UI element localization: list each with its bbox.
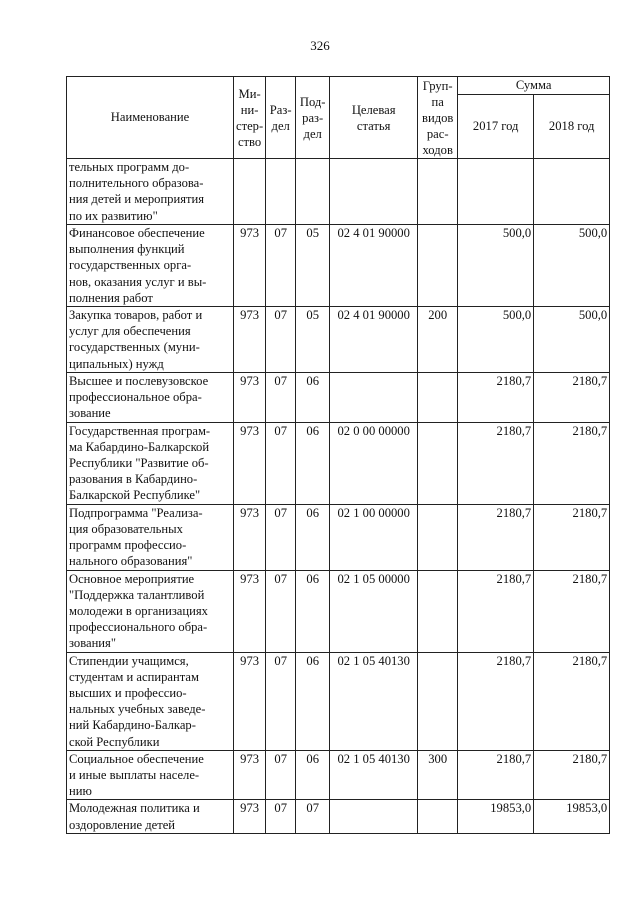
cell-ministry: 973	[234, 373, 266, 423]
table-row	[67, 652, 610, 750]
cell-subsection: 06	[296, 652, 330, 750]
cell-target: 02 0 00 00000	[330, 422, 418, 504]
header-year-2017: 2017 год	[458, 95, 534, 159]
header-expense-group: Груп- па видов рас- ходов	[418, 77, 458, 159]
header-year-2018: 2018 год	[534, 95, 610, 159]
cell-sum-2018: 19853,0	[534, 800, 610, 834]
cell-sum-2017: 2180,7	[458, 652, 534, 750]
cell-subsection: 06	[296, 373, 330, 423]
cell-name: Государственная програм- ма Кабардино-Балкарской Республики "Развитие об- разования в Кабардино- Балкарской Республике"	[67, 422, 234, 504]
cell-sum-2018: 500,0	[534, 307, 610, 373]
budget-table	[66, 76, 610, 834]
cell-section	[266, 159, 296, 225]
cell-name: Социальное обеспечение и иные выплаты населе- нию	[67, 750, 234, 800]
cell-subsection: 05	[296, 307, 330, 373]
table-body	[67, 159, 610, 834]
cell-section: 07	[266, 750, 296, 800]
page-number: 326	[310, 38, 330, 53]
cell-name: Высшее и послевузовское профессиональное обра- зование	[67, 373, 234, 423]
header-sum: Сумма	[458, 77, 610, 95]
cell-sum-2018: 2180,7	[534, 422, 610, 504]
cell-subsection: 05	[296, 225, 330, 307]
cell-ministry: 973	[234, 800, 266, 834]
header-name: Наименование	[67, 77, 234, 159]
cell-expense-group: 200	[418, 307, 458, 373]
cell-subsection: 06	[296, 422, 330, 504]
cell-expense-group	[418, 652, 458, 750]
cell-sum-2018: 2180,7	[534, 504, 610, 570]
cell-section: 07	[266, 422, 296, 504]
table-row	[67, 504, 610, 570]
cell-sum-2017	[458, 159, 534, 225]
header-target: Целевая статья	[330, 77, 418, 159]
cell-name: Подпрограмма "Реализа- ция образовательных программ профессио- нального образования"	[67, 504, 234, 570]
cell-target	[330, 159, 418, 225]
cell-ministry: 973	[234, 307, 266, 373]
cell-name: Финансовое обеспечение выполнения функций государственных орга- нов, оказания услуг и вы- полнения работ	[67, 225, 234, 307]
cell-sum-2018: 2180,7	[534, 750, 610, 800]
cell-target: 02 4 01 90000	[330, 307, 418, 373]
cell-section: 07	[266, 307, 296, 373]
cell-subsection: 07	[296, 800, 330, 834]
cell-expense-group	[418, 373, 458, 423]
table-row	[67, 800, 610, 834]
cell-ministry: 973	[234, 422, 266, 504]
cell-target	[330, 800, 418, 834]
cell-ministry	[234, 159, 266, 225]
cell-sum-2017: 2180,7	[458, 750, 534, 800]
table-row	[67, 422, 610, 504]
cell-subsection	[296, 159, 330, 225]
cell-subsection: 06	[296, 504, 330, 570]
header-ministry: Ми- ни- стер- ство	[234, 77, 266, 159]
table-row	[67, 307, 610, 373]
cell-expense-group	[418, 800, 458, 834]
table-row	[67, 570, 610, 652]
cell-expense-group	[418, 570, 458, 652]
cell-sum-2017: 2180,7	[458, 504, 534, 570]
cell-expense-group	[418, 225, 458, 307]
cell-subsection: 06	[296, 750, 330, 800]
cell-ministry: 973	[234, 750, 266, 800]
cell-expense-group	[418, 422, 458, 504]
cell-ministry: 973	[234, 570, 266, 652]
cell-name: тельных программ до- полнительного образова- ния детей и мероприятия по их развитию"	[67, 159, 234, 225]
cell-sum-2017: 500,0	[458, 225, 534, 307]
cell-sum-2017: 19853,0	[458, 800, 534, 834]
cell-sum-2018: 2180,7	[534, 373, 610, 423]
header-section: Раз- дел	[266, 77, 296, 159]
cell-target: 02 1 05 00000	[330, 570, 418, 652]
table-row	[67, 373, 610, 423]
cell-target	[330, 373, 418, 423]
cell-name: Молодежная политика и оздоровление детей	[67, 800, 234, 834]
header-subsection: Под- раз- дел	[296, 77, 330, 159]
cell-expense-group: 300	[418, 750, 458, 800]
cell-section: 07	[266, 570, 296, 652]
cell-name: Стипендии учащимся, студентам и аспирантам высших и профессио- нальных учебных заведе- ний Кабардино-Балкар- ской Республики	[67, 652, 234, 750]
cell-ministry: 973	[234, 652, 266, 750]
cell-ministry: 973	[234, 225, 266, 307]
cell-subsection: 06	[296, 570, 330, 652]
cell-sum-2018: 2180,7	[534, 652, 610, 750]
table-row	[67, 159, 610, 225]
cell-sum-2017: 2180,7	[458, 570, 534, 652]
cell-target: 02 1 05 40130	[330, 652, 418, 750]
cell-expense-group	[418, 159, 458, 225]
cell-target: 02 4 01 90000	[330, 225, 418, 307]
table-row	[67, 750, 610, 800]
cell-section: 07	[266, 652, 296, 750]
table-row	[67, 225, 610, 307]
cell-sum-2018: 500,0	[534, 225, 610, 307]
cell-target: 02 1 05 40130	[330, 750, 418, 800]
cell-section: 07	[266, 504, 296, 570]
cell-sum-2018	[534, 159, 610, 225]
cell-name: Закупка товаров, работ и услуг для обеспечения государственных (муни- ципальных) нужд	[67, 307, 234, 373]
cell-sum-2018: 2180,7	[534, 570, 610, 652]
cell-sum-2017: 2180,7	[458, 373, 534, 423]
cell-section: 07	[266, 225, 296, 307]
cell-sum-2017: 2180,7	[458, 422, 534, 504]
cell-ministry: 973	[234, 504, 266, 570]
cell-name: Основное мероприятие "Поддержка талантливой молодежи в организациях профессионального обра- зования"	[67, 570, 234, 652]
cell-sum-2017: 500,0	[458, 307, 534, 373]
cell-section: 07	[266, 373, 296, 423]
cell-expense-group	[418, 504, 458, 570]
cell-target: 02 1 00 00000	[330, 504, 418, 570]
cell-section: 07	[266, 800, 296, 834]
